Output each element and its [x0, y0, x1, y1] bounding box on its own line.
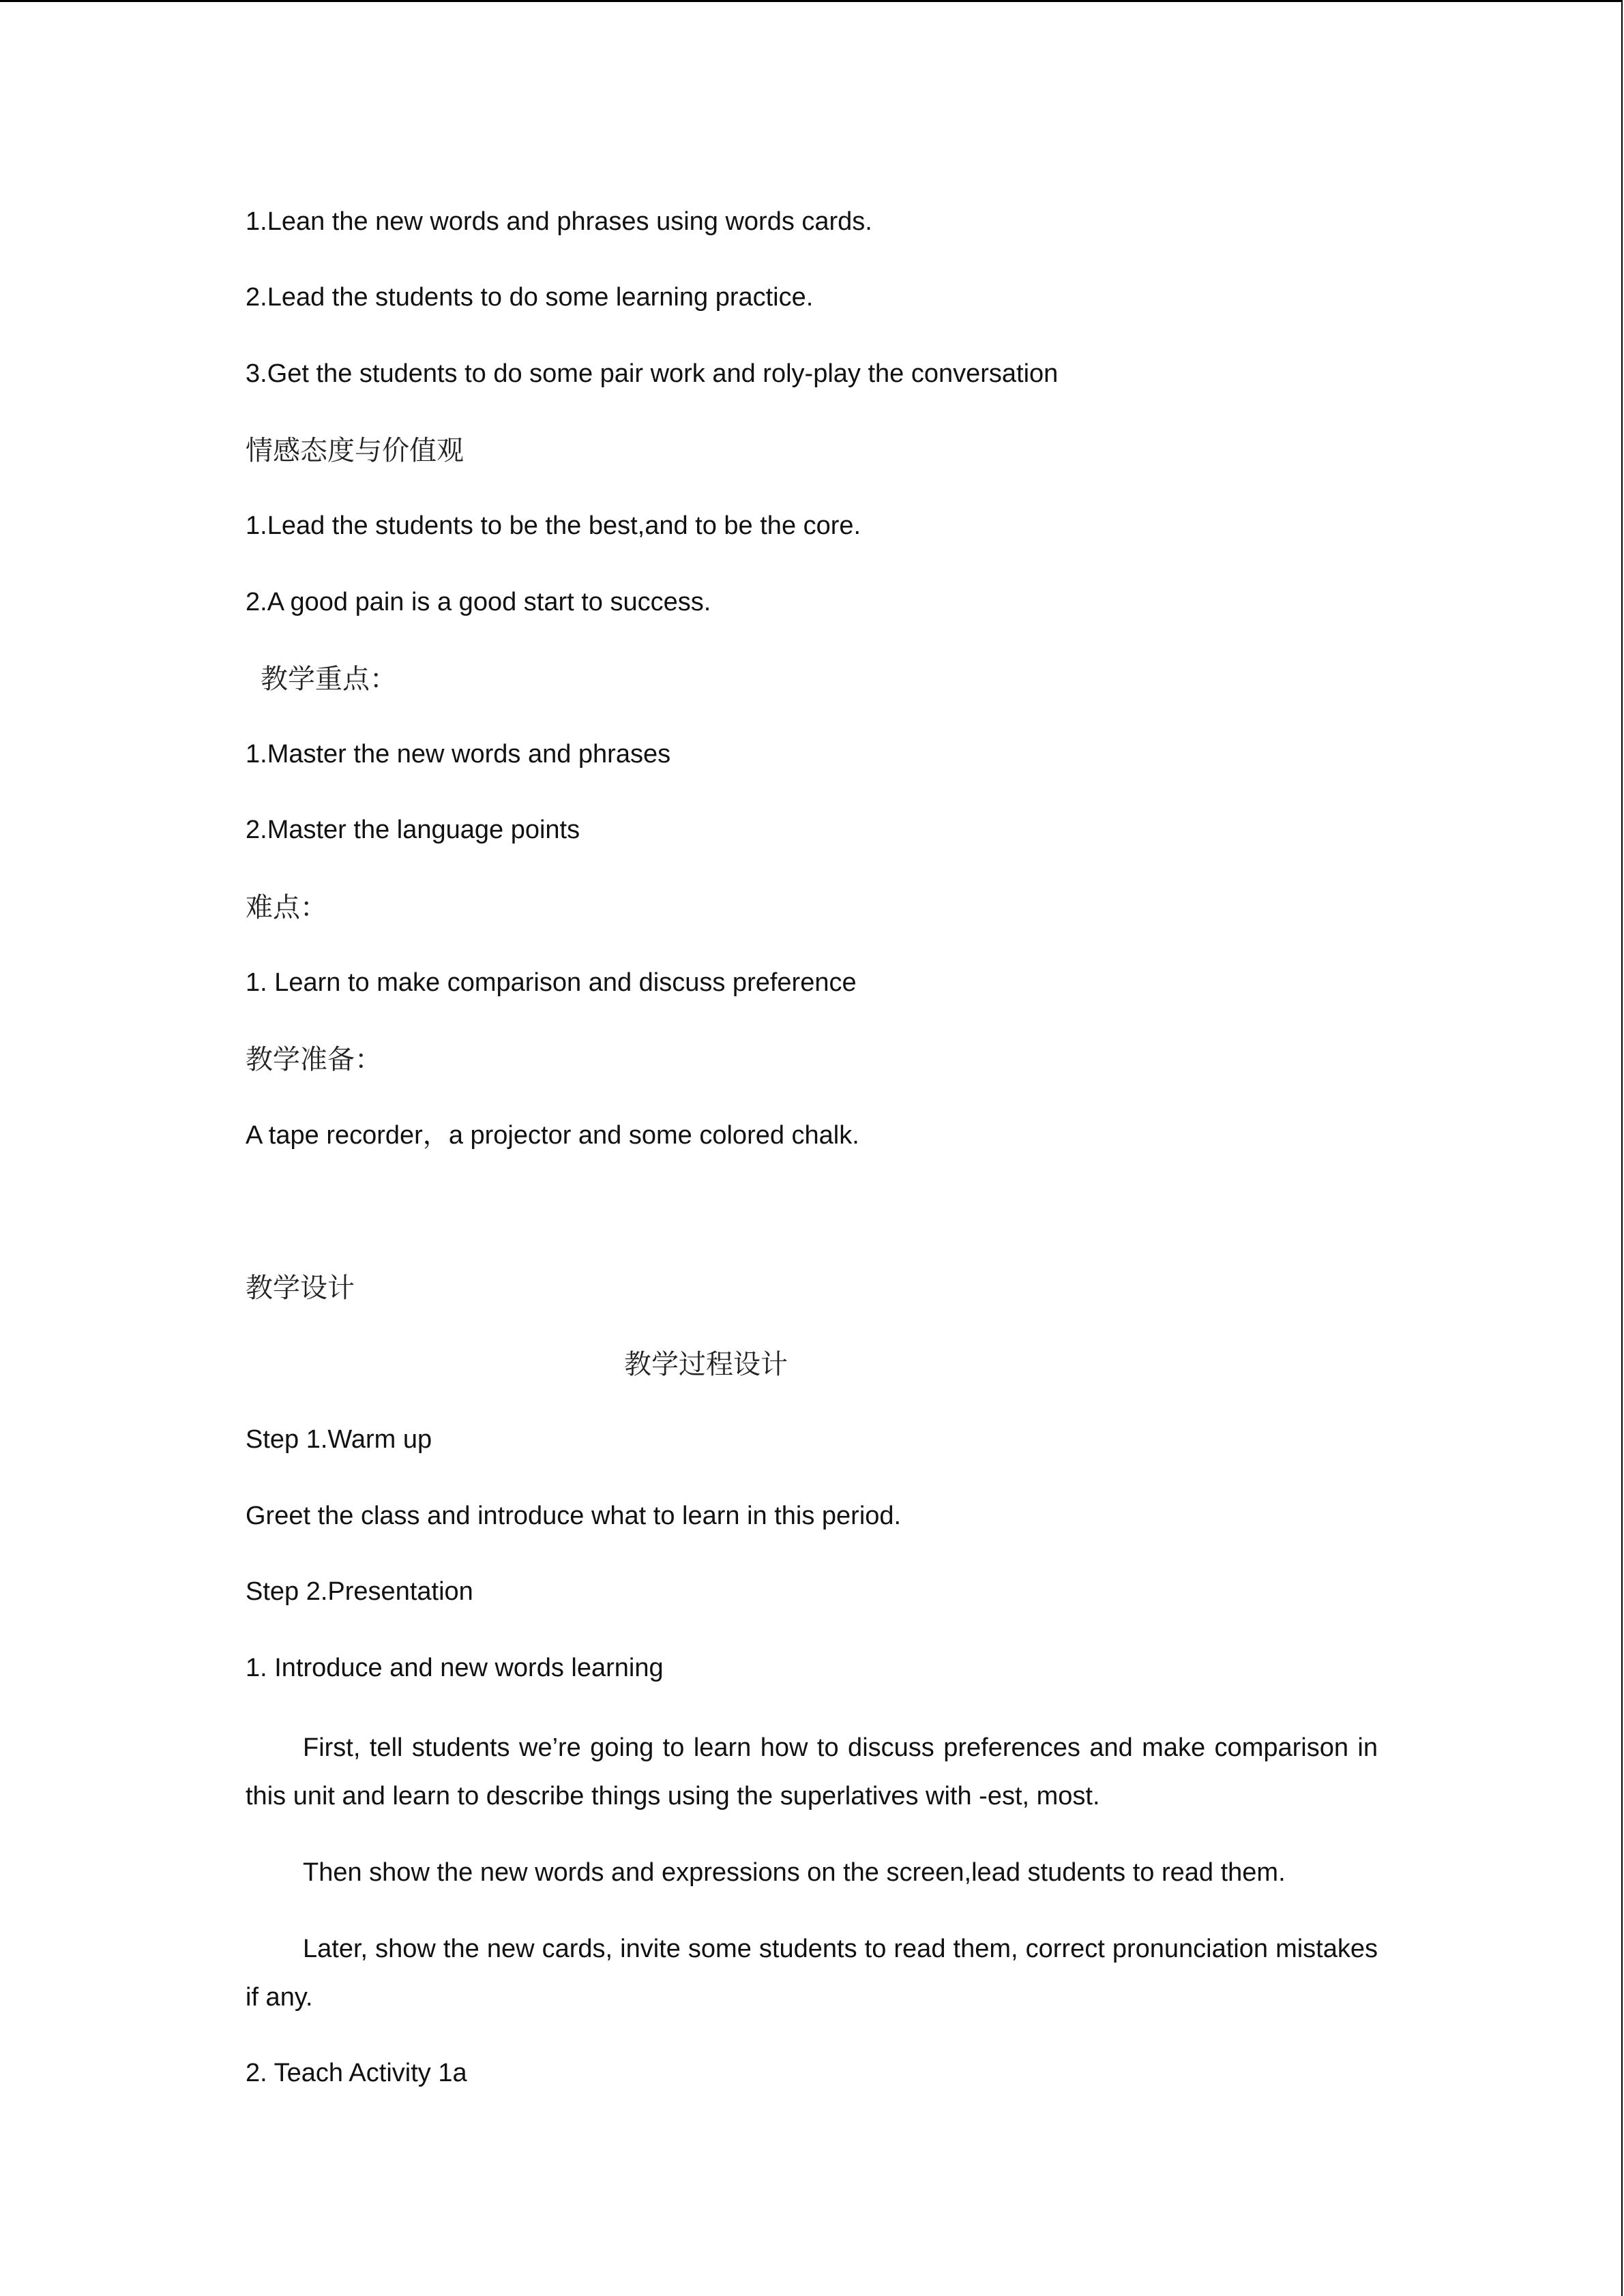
design-heading: 教学设计 [246, 1272, 355, 1304]
key-points-heading: 教学重点： [261, 664, 397, 695]
key-points-item-1: 1.Master the new words and phrases [246, 740, 671, 769]
step1-title: Step 1.Warm up [246, 1425, 432, 1454]
paragraph-then: Then show the new words and expressions on the screen,lead students to read them. [303, 1858, 1286, 1887]
skills-item-3: 3.Get the students to do some pair work and roly-play the conversation [246, 359, 1059, 388]
preparation-heading: 教学准备： [246, 1044, 382, 1075]
step1-text: Greet the class and introduce what to learn in this period. [246, 1502, 902, 1530]
skills-item-1: 1.Lean the new words and phrases using words cards. [246, 207, 872, 236]
key-points-item-2: 2.Master the language points [246, 816, 580, 844]
step2-subheading-2: 2. Teach Activity 1a [246, 2059, 467, 2087]
paragraph-later: Later, show the new cards, invite some students to read them, correct pronunciation mistakes if any. [246, 1935, 1378, 2012]
preparation-text: A tape recorder，a projector and some colored chalk. [246, 1121, 859, 1150]
emotion-item-1: 1.Lead the students to be the best,and to be the core. [246, 511, 861, 540]
paragraph-first: First, tell students we’re going to learn how to discuss preferences and make comparison in this unit and learn to describe things using the superlatives with -est, most. [246, 1733, 1378, 1810]
emotion-heading: 情感态度与价值观 [246, 435, 464, 466]
difficulty-item-1: 1. Learn to make comparison and discuss preference [246, 968, 857, 997]
process-title: 教学过程设计 [624, 1349, 788, 1380]
step2-subheading-1: 1. Introduce and new words learning [246, 1654, 664, 1682]
emotion-item-2: 2.A good pain is a good start to success. [246, 588, 711, 616]
step2-title: Step 2.Presentation [246, 1577, 473, 1606]
skills-item-2: 2.Lead the students to do some learning practice. [246, 283, 814, 312]
difficulty-heading: 难点： [246, 892, 327, 923]
